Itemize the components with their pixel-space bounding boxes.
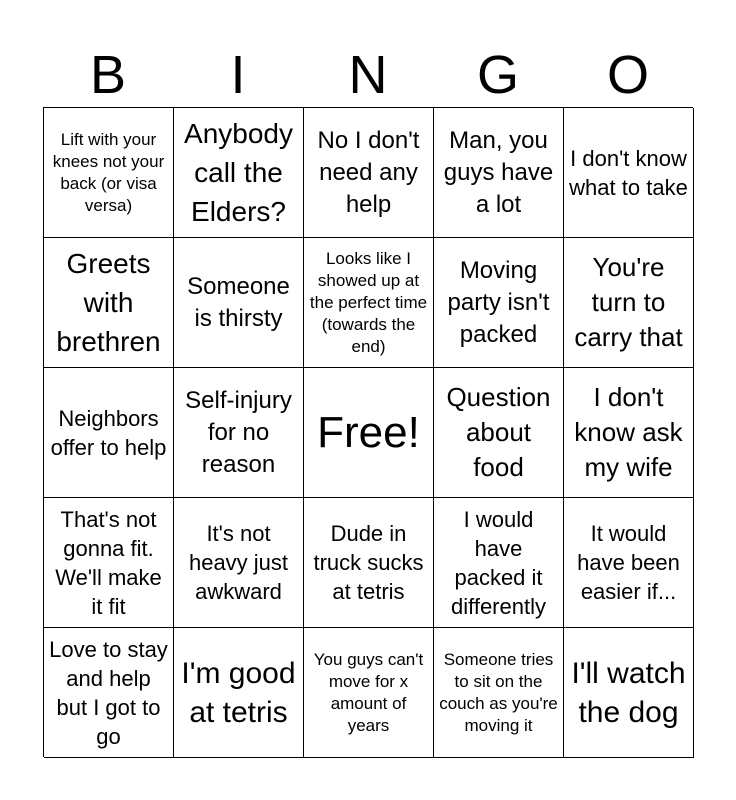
bingo-cell[interactable]: [44, 368, 174, 498]
cell-text: You're turn to carry that: [574, 252, 683, 352]
cell-text: I'll watch the dog: [571, 656, 686, 729]
cell-text: I don't know ask my wife: [574, 382, 683, 482]
cell-text: Looks like I showed up at the perfect time (towards the end): [309, 248, 428, 356]
header-letter-o: O: [606, 45, 649, 105]
bingo-cell[interactable]: [434, 238, 564, 368]
bingo-cell[interactable]: [304, 628, 434, 758]
header-letter-g: G: [476, 45, 519, 105]
bingo-cell[interactable]: [564, 498, 694, 628]
bingo-cell[interactable]: [44, 628, 174, 758]
bingo-cell[interactable]: [174, 238, 304, 368]
bingo-cell[interactable]: [304, 238, 434, 368]
bingo-card-grid: [43, 107, 693, 757]
bingo-cell[interactable]: [564, 108, 694, 238]
bingo-cell[interactable]: [174, 628, 304, 758]
cell-text: Greets with brethren: [56, 248, 161, 357]
bingo-header: [43, 42, 693, 108]
cell-text: Love to stay and help but I got to go: [49, 636, 168, 749]
bingo-cell[interactable]: [44, 108, 174, 238]
cell-text: It would have been easier if...: [577, 521, 680, 604]
bingo-cell[interactable]: [434, 498, 564, 628]
bingo-cell[interactable]: [174, 368, 304, 498]
header-letter-b: B: [89, 45, 127, 105]
bingo-cell[interactable]: [304, 498, 434, 628]
header-letter-i: I: [230, 45, 246, 105]
cell-text: Neighbors offer to help: [50, 405, 167, 460]
cell-text: Moving party isn't packed: [447, 256, 550, 348]
cell-text: Man, you guys have a lot: [443, 126, 554, 218]
cell-text: Someone is thirsty: [187, 272, 290, 332]
cell-text: Anybody call the Elders?: [184, 118, 293, 227]
bingo-cell[interactable]: [434, 108, 564, 238]
cell-text: Lift with your knees not your back (or visa versa): [52, 129, 165, 215]
bingo-cell[interactable]: [434, 628, 564, 758]
bingo-cell[interactable]: [564, 238, 694, 368]
bingo-cell[interactable]: [434, 368, 564, 498]
bingo-cell[interactable]: [44, 498, 174, 628]
cell-text: I don't know what to take: [569, 145, 688, 200]
cell-text: No I don't need any help: [317, 126, 420, 218]
cell-text: You guys can't move for x amount of years: [313, 649, 424, 735]
free-space-text: Free!: [317, 407, 420, 457]
bingo-cell[interactable]: [174, 108, 304, 238]
cell-text: Someone tries to sit on the couch as you're moving it: [439, 649, 558, 735]
free-space-cell[interactable]: [304, 368, 434, 498]
bingo-cell[interactable]: [304, 108, 434, 238]
bingo-cell[interactable]: [564, 628, 694, 758]
bingo-cell[interactable]: [564, 368, 694, 498]
cell-text: I'm good at tetris: [181, 656, 296, 729]
cell-text: I would have packed it differently: [451, 506, 546, 619]
cell-text: Question about food: [446, 382, 551, 482]
cell-text: Dude in truck sucks at tetris: [313, 521, 424, 604]
bingo-cell[interactable]: [174, 498, 304, 628]
cell-text: That's not gonna fit. We'll make it fit: [55, 506, 162, 619]
cell-text: It's not heavy just awkward: [188, 521, 289, 604]
cell-text: Self-injury for no reason: [185, 386, 292, 478]
header-letter-n: N: [348, 45, 388, 105]
bingo-cell[interactable]: [44, 238, 174, 368]
